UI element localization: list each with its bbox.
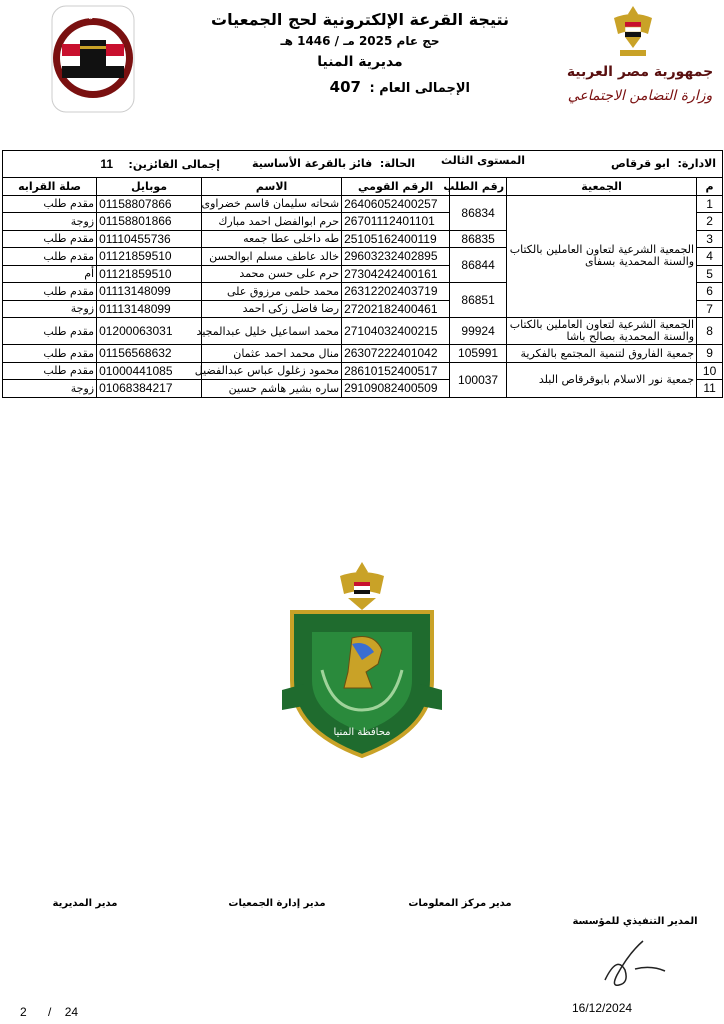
association-cell: الجمعية الشرعية لتعاون العاملين بالكتاب والسنة المحمدية بصالح باشا <box>507 318 697 345</box>
page-indicator <box>20 1005 78 1019</box>
page-total: 24 <box>64 1005 79 1019</box>
season-label: حج عام 2025 مـ / 1446 هـ <box>280 34 440 48</box>
col-association: الجمعية <box>507 178 697 196</box>
grand-total <box>300 78 470 96</box>
association-cell: جمعية نور الاسلام بابوقرقاص البلد <box>507 362 697 397</box>
grand-total-value: 407 <box>329 78 361 96</box>
report-date: 16/12/2024 <box>572 1001 633 1015</box>
winners-table <box>2 150 723 398</box>
winners-info: إجمالى الفائزين: 11 <box>100 157 221 171</box>
table-row: 5 27304242400161 حرم على حسن محمد 01121859510 أم <box>3 265 723 283</box>
request-number: 86844 <box>450 248 507 283</box>
ministry-hajj-logo <box>50 4 136 114</box>
table-row: 1 الجمعية الشرعية لتعاون العاملين بالكتاب والسنة المحمدية بسفاى 86834 26406052400257 شحاته سليمان قاسم خضراوى 01158807866 مقدم طلب <box>3 195 723 213</box>
handwritten-signature <box>595 935 675 990</box>
request-number: 105991 <box>450 345 507 363</box>
level-info: المستوى الثالث <box>441 154 526 167</box>
eagle-emblem <box>610 4 656 64</box>
page-title: نتيجة القرعة الإلكترونية لحج الجمعيات <box>210 10 510 29</box>
request-number: 86834 <box>450 195 507 230</box>
table-row: 3 86835 25105162400119 طه داخلى عطا جمعه 01110455736 مقدم طلب <box>3 230 723 248</box>
col-name: الاسم <box>202 178 342 196</box>
association-cell: جمعية الفاروق لتنمية المجتمع بالفكرية <box>507 345 697 363</box>
table-row: 10 جمعية نور الاسلام بابوقرقاص البلد 100037 28610152400517 محمود زغلول عباس عبدالفضيل 01000441085 مقدم طلب <box>3 362 723 380</box>
col-mobile: موبايل <box>97 178 202 196</box>
request-number: 86851 <box>450 283 507 318</box>
status-info: الحالة: فائز بالقرعة الأساسية <box>252 157 416 170</box>
sig-directorate-manager: مدير المديرية <box>52 898 118 909</box>
table-row: 9 جمعية الفاروق لتنمية المجتمع بالفكرية 105991 26307222401042 منال محمد احمد عثمان 01156568632 مقدم طلب <box>3 345 723 363</box>
table-row: 8 الجمعية الشرعية لتعاون العاملين بالكتاب والسنة المحمدية بصالح باشا 99924 27104032400215 محمد اسماعيل خليل عبدالمجيد 01200063031 مقدم طلب <box>3 318 723 345</box>
table-row: 7 27202182400461 رضا فاضل زكى احمد 01113148099 زوجة <box>3 300 723 318</box>
col-m: م <box>697 178 723 196</box>
sig-executive-director: المدير التنفيذي للمؤسسة <box>572 916 698 927</box>
directorate-label: مديرية المنيا <box>317 54 403 70</box>
governorate-label: محافظة المنيا <box>333 727 391 738</box>
republic-label: جمهورية مصر العربية <box>566 64 714 80</box>
col-national-id: الرقم القومي <box>342 178 450 196</box>
table-header <box>3 178 723 196</box>
sig-info-center-manager: مدير مركز المعلومات <box>408 898 512 909</box>
association-cell: الجمعية الشرعية لتعاون العاملين بالكتاب والسنة المحمدية بسفاى <box>507 195 697 318</box>
table-row: 2 26701112401101 حرم ابوالفضل احمد مبارك 01158801866 زوجة <box>3 213 723 231</box>
col-relation: صلة القرابه <box>3 178 97 196</box>
admin-info: الادارة: ابو قرقاص <box>610 157 717 170</box>
grand-total-label: الإجمالى العام : <box>369 81 470 96</box>
left-logo-caption: وزارة التضامن الاجتماعي <box>62 14 124 20</box>
table-row: 4 86844 29603232402895 خالد عاطف مسلم ابوالحسن 01121859510 مقدم طلب <box>3 248 723 266</box>
info-row <box>3 151 723 178</box>
request-number: 86835 <box>450 230 507 248</box>
request-number: 99924 <box>450 318 507 345</box>
col-request: رقم الطلب <box>450 178 507 196</box>
ministry-label: وزارة التضامن الاجتماعي <box>567 88 713 104</box>
page-separator: / <box>48 1005 52 1019</box>
table-row: 11 29109082400509 ساره بشير هاشم حسين 01068384217 زوجة <box>3 380 723 398</box>
page-current: 2 <box>20 1005 27 1019</box>
table-row: 6 86851 26312202403719 محمد حلمى مرزوق على 01113148099 مقدم طلب <box>3 283 723 301</box>
sig-associations-manager: مدير إدارة الجمعيات <box>228 898 326 909</box>
request-number: 100037 <box>450 362 507 397</box>
